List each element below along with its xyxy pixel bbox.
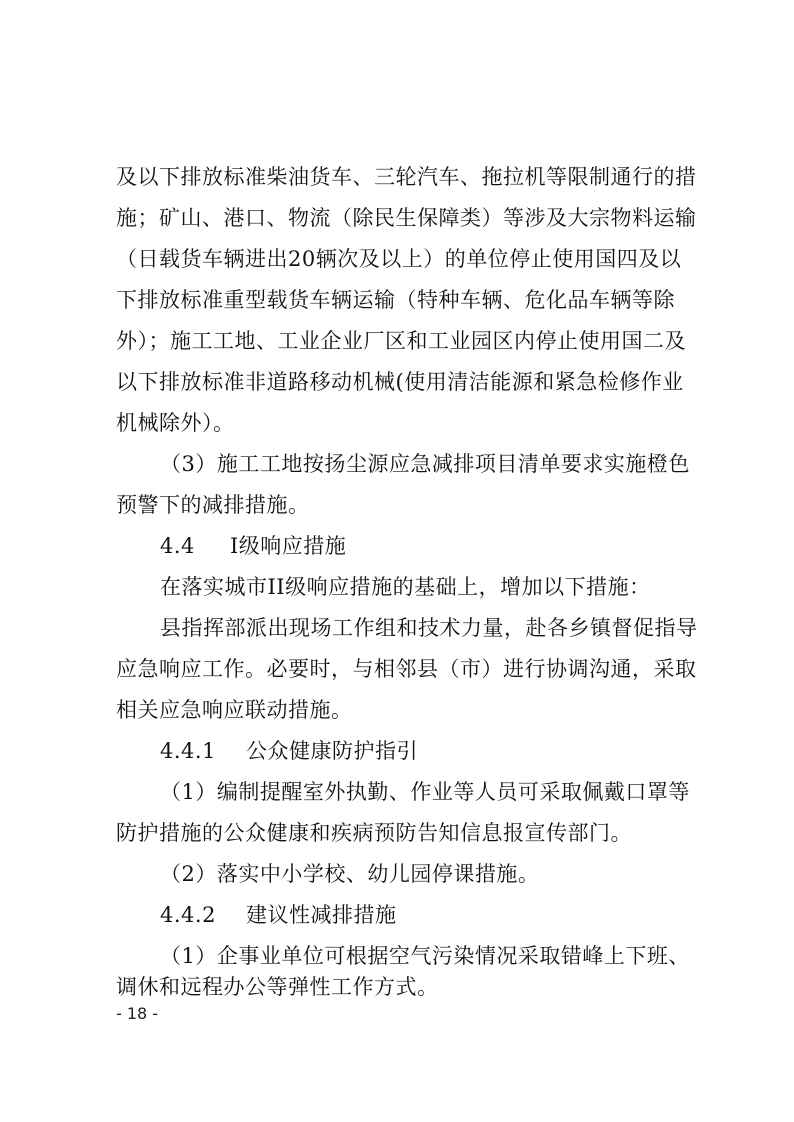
section-heading-4-4-1: [160, 737, 740, 765]
paragraph-line: 应急响应工作。必要时，与相邻县（市）进行协调沟通，采取: [116, 657, 697, 681]
section-title: 公众健康防护指引: [246, 739, 418, 763]
section-heading-4-4: [160, 532, 740, 560]
section-number: 4.4: [160, 534, 195, 558]
paragraph-line: 调休和远程办公等弹性工作方式。: [116, 975, 439, 999]
paragraph-line: （日载货车辆进出20辆次及以上）的单位停止使用国四及以: [116, 247, 682, 271]
paragraph-line: 相关应急响应联动措施。: [116, 698, 353, 722]
section-heading-4-4-2: [160, 901, 740, 929]
paragraph-line: 外）；施工工地、工业企业厂区和工业园区内停止使用国二及: [116, 329, 686, 353]
paragraph-line: 防护措施的公众健康和疾病预防告知信息报宣传部门。: [116, 821, 632, 845]
paragraph-line: （1）企事业单位可根据空气污染情况采取错峰上下班、: [160, 944, 690, 968]
paragraph-line: 以下排放标准非道路移动机械(使用清洁能源和紧急检修作业: [116, 370, 684, 394]
paragraph-line: 机械除外）。: [116, 411, 235, 435]
section-number: 4.4.2: [160, 903, 216, 927]
paragraph-line: 预警下的减排措施。: [116, 493, 310, 517]
paragraph-line: 下排放标准重型载货车辆运输（特种车辆、危化品车辆等除: [116, 288, 675, 312]
paragraph-line: 及以下排放标准柴油货车、三轮汽车、拖拉机等限制通行的措: [116, 165, 697, 189]
section-title: 建议性减排措施: [246, 903, 397, 927]
paragraph-line: （1）编制提醒室外执勤、作业等人员可采取佩戴口罩等: [160, 780, 690, 804]
section-number: 4.4.1: [160, 739, 216, 763]
page-number: - 18 -: [116, 1004, 159, 1023]
paragraph-line: （2）落实中小学校、幼儿园停课措施。: [160, 862, 540, 886]
paragraph-line: 施；矿山、港口、物流（除民生保障类）等涉及大宗物料运输: [116, 206, 697, 230]
paragraph-line: 在落实城市II级响应措施的基础上，增加以下措施：: [160, 575, 651, 599]
paragraph-line: （3）施工工地按扬尘源应急减排项目清单要求实施橙色: [160, 452, 690, 476]
paragraph-line: 县指挥部派出现场工作组和技术力量，赴各乡镇督促指导: [160, 616, 698, 640]
section-title: Ⅰ级响应措施: [230, 534, 347, 558]
